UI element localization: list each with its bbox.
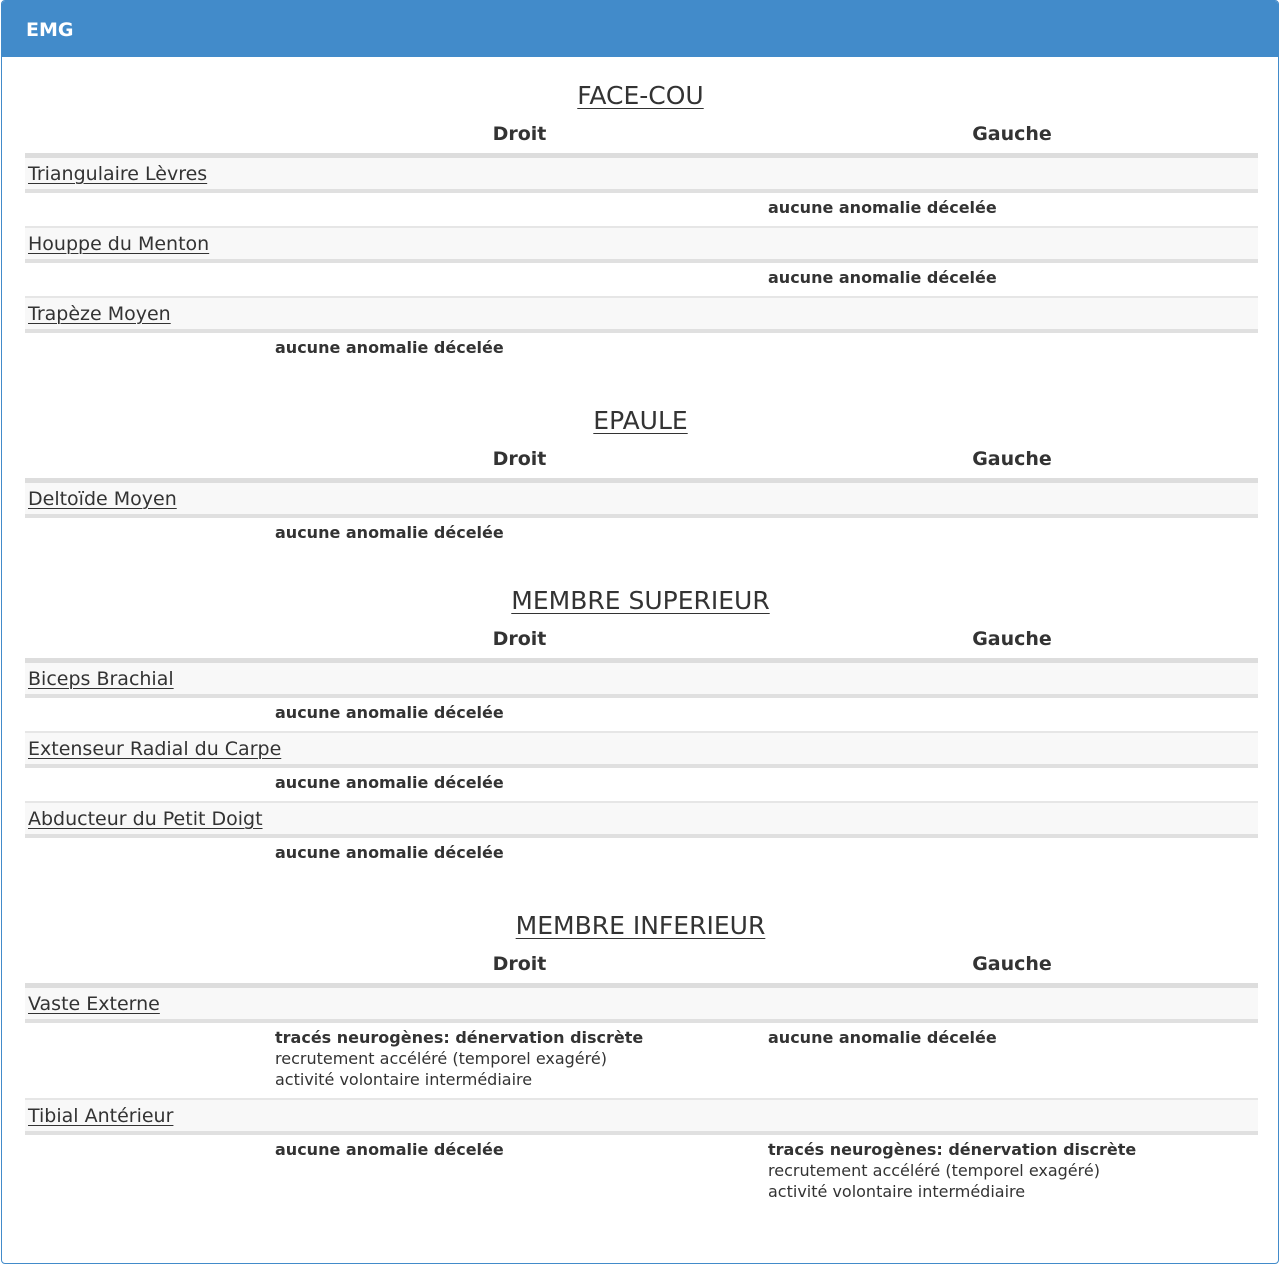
muscle-link-tibial-anterieur[interactable]: Tibial Antérieur (28, 1104, 174, 1127)
muscle-row-deltoide-moyen (25, 481, 1258, 517)
finding-text: aucune anomalie décelée (275, 1140, 504, 1159)
section-title-text: FACE-COU (577, 81, 704, 110)
muscle-row-tibial-anterieur (25, 1099, 1258, 1133)
muscle-cell (25, 156, 1258, 192)
result-spacer (25, 836, 273, 871)
muscle-link-deltoide-moyen[interactable]: Deltoïde Moyen (28, 487, 177, 510)
muscle-link-extenseur-radial-du-carpe[interactable]: Extenseur Radial du Carpe (28, 737, 282, 760)
section-title-text: MEMBRE INFERIEUR (515, 911, 766, 940)
result-row (25, 836, 1258, 871)
muscle-link-vaste-externe[interactable]: Vaste Externe (28, 992, 160, 1015)
section-membre-superieur (25, 582, 1256, 871)
result-droit (273, 1021, 766, 1099)
table-header-row (25, 115, 1258, 156)
muscle-cell (25, 1099, 1258, 1133)
finding-text: aucune anomalie décelée (768, 268, 997, 287)
emg-panel (1, 0, 1279, 1264)
muscle-cell (25, 297, 1258, 331)
result-gauche (766, 191, 1258, 227)
muscle-link-triangulaire-levres[interactable]: Triangulaire Lèvres (28, 162, 208, 185)
muscle-link-houppe-du-menton[interactable]: Houppe du Menton (28, 232, 210, 255)
finding-text: aucune anomalie décelée (768, 198, 997, 217)
header-droit: Droit (273, 620, 766, 661)
finding-text: aucune anomalie décelée (275, 703, 504, 722)
result-droit (273, 331, 766, 366)
header-muscle (25, 115, 273, 156)
finding-text: aucune anomalie décelée (275, 523, 504, 542)
result-row (25, 191, 1258, 227)
finding-text: aucune anomalie décelée (275, 843, 504, 862)
emg-table (25, 440, 1258, 551)
muscle-link-trapeze-moyen[interactable]: Trapèze Moyen (28, 302, 171, 325)
result-gauche (766, 696, 1258, 732)
result-droit (273, 696, 766, 732)
result-spacer (25, 331, 273, 366)
header-gauche: Gauche (766, 620, 1258, 661)
finding-detail: activité volontaire intermédiaire (768, 1182, 1026, 1201)
table-header-row (25, 620, 1258, 661)
muscle-cell (25, 802, 1258, 836)
result-spacer (25, 696, 273, 732)
muscle-row-houppe-du-menton (25, 227, 1258, 261)
result-droit (273, 191, 766, 227)
muscle-cell (25, 732, 1258, 766)
header-droit: Droit (273, 440, 766, 481)
finding-text: aucune anomalie décelée (275, 338, 504, 357)
result-gauche (766, 261, 1258, 297)
header-muscle (25, 440, 273, 481)
result-droit (273, 516, 766, 551)
finding-text: aucune anomalie décelée (275, 773, 504, 792)
muscle-cell (25, 481, 1258, 517)
muscle-link-biceps-brachial[interactable]: Biceps Brachial (28, 667, 174, 690)
result-spacer (25, 1021, 273, 1099)
muscle-row-biceps-brachial (25, 661, 1258, 697)
result-spacer (25, 191, 273, 227)
muscle-row-abducteur-du-petit-doigt (25, 802, 1258, 836)
section-title (25, 77, 1256, 115)
result-gauche (766, 1133, 1258, 1210)
section-membre-inferieur (25, 907, 1256, 1210)
muscle-row-vaste-externe (25, 986, 1258, 1022)
section-title-text: MEMBRE SUPERIEUR (511, 586, 770, 615)
table-header-row (25, 440, 1258, 481)
emg-report-body (2, 77, 1278, 1210)
section-face-cou (25, 77, 1256, 366)
result-row (25, 261, 1258, 297)
muscle-row-trapeze-moyen (25, 297, 1258, 331)
result-row (25, 1021, 1258, 1099)
header-muscle (25, 945, 273, 986)
finding-text: aucune anomalie décelée (768, 1028, 997, 1047)
header-droit: Droit (273, 945, 766, 986)
result-droit (273, 261, 766, 297)
emg-table (25, 620, 1258, 871)
result-row (25, 1133, 1258, 1210)
muscle-row-extenseur-radial-du-carpe (25, 732, 1258, 766)
muscle-row-triangulaire-levres (25, 156, 1258, 192)
section-epaule (25, 402, 1256, 551)
emg-table (25, 115, 1258, 366)
finding-detail: recrutement accéléré (temporel exagéré) (768, 1161, 1100, 1180)
finding-detail: activité volontaire intermédiaire (275, 1070, 533, 1089)
header-gauche: Gauche (766, 945, 1258, 986)
finding-text: tracés neurogènes: dénervation discrète (768, 1140, 1137, 1159)
result-gauche (766, 516, 1258, 551)
muscle-cell (25, 661, 1258, 697)
table-header-row (25, 945, 1258, 986)
result-gauche (766, 331, 1258, 366)
muscle-link-abducteur-du-petit-doigt[interactable]: Abducteur du Petit Doigt (28, 807, 263, 830)
result-droit (273, 766, 766, 802)
result-row (25, 516, 1258, 551)
header-gauche: Gauche (766, 440, 1258, 481)
header-gauche: Gauche (766, 115, 1258, 156)
finding-detail: recrutement accéléré (temporel exagéré) (275, 1049, 607, 1068)
header-muscle (25, 620, 273, 661)
section-title-text: EPAULE (593, 406, 688, 435)
result-row (25, 331, 1258, 366)
result-spacer (25, 516, 273, 551)
section-title (25, 402, 1256, 440)
section-title (25, 582, 1256, 620)
muscle-cell (25, 227, 1258, 261)
section-title (25, 907, 1256, 945)
result-droit (273, 1133, 766, 1210)
header-droit: Droit (273, 115, 766, 156)
result-droit (273, 836, 766, 871)
muscle-cell (25, 986, 1258, 1022)
panel-title: EMG (2, 1, 1278, 57)
result-spacer (25, 261, 273, 297)
result-spacer (25, 1133, 273, 1210)
result-spacer (25, 766, 273, 802)
emg-table (25, 945, 1258, 1210)
result-gauche (766, 766, 1258, 802)
finding-text: tracés neurogènes: dénervation discrète (275, 1028, 644, 1047)
result-row (25, 696, 1258, 732)
result-row (25, 766, 1258, 802)
result-gauche (766, 1021, 1258, 1099)
result-gauche (766, 836, 1258, 871)
